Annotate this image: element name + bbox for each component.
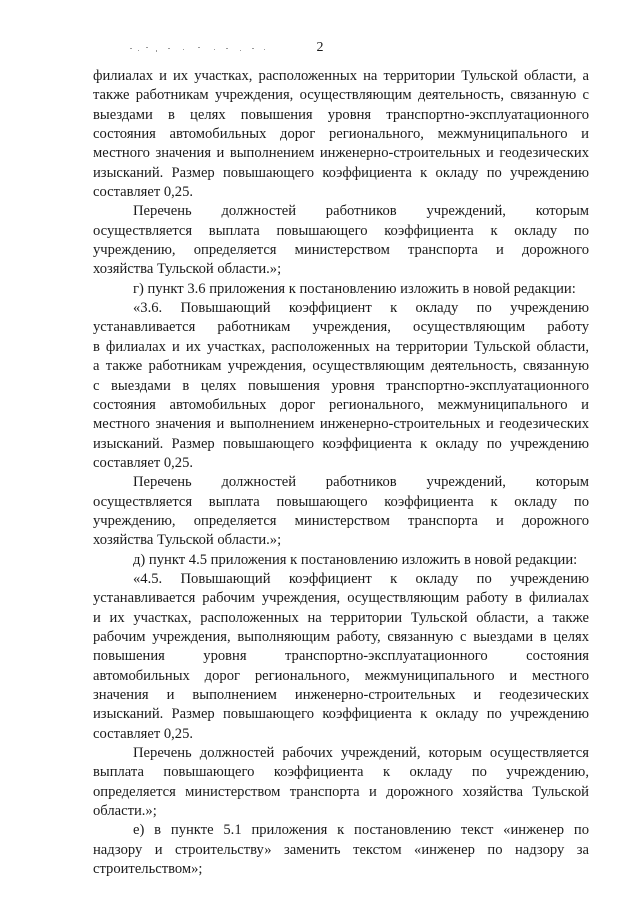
text-line: значения и выполнением инженерно-строительных и геодезических xyxy=(93,687,589,703)
text-line: устанавливается рабочим учреждения, осуществляющим работу в филиалах xyxy=(93,590,589,607)
text-line: хозяйства Тульской области.»; xyxy=(93,261,282,278)
text-line: рабочим учреждения, выполняющим работу, связанную с выездами в целях xyxy=(93,628,589,645)
text-line: д) пункт 4.5 приложения к постановлению изложить в новой редакции: xyxy=(133,551,578,568)
text-line: составляет 0,25. xyxy=(93,725,194,742)
text-line: хозяйства Тульской области.»; xyxy=(93,532,282,549)
text-line: определяется министерством транспорта и дорожного хозяйства Тульской xyxy=(93,783,589,800)
text-line: устанавливается работникам учреждения, осуществляющим работу xyxy=(93,319,589,336)
text-line: г) пункт 3.6 приложения к постановлению изложить в новой редакции: xyxy=(133,280,576,297)
text-line: автомобильных дорог регионального, межмуниципального и местного xyxy=(93,667,589,684)
text-line: области.»; xyxy=(93,803,157,820)
text-line: Перечень должностей рабочих учреждений, которым осуществляется xyxy=(133,745,589,762)
text-line: осуществляется выплата повышающего коэффициента к окладу по xyxy=(93,222,589,239)
text-line: Перечень должностей работников учреждений, которым xyxy=(133,474,589,491)
text-line: выплата повышающего коэффициента к окладу по учреждению, xyxy=(93,764,589,781)
text-line: надзору и строительству» заменить текстом «инженер по надзору за xyxy=(93,841,589,858)
text-line: а также работникам учреждения, осуществляющим деятельность, связанную xyxy=(93,358,589,375)
text-line: состояния автомобильных дорог регионального, межмуниципального и xyxy=(93,126,589,143)
text-line: состояния автомобильных дорог регионального, межмуниципального и xyxy=(93,396,589,413)
text-line: повышения уровня транспортно-эксплуатационного состояния xyxy=(93,648,589,665)
text-line: местного значения и выполнением инженерно-строительных и геодезических xyxy=(93,416,589,433)
text-line: выездами в целях повышения уровня транспортно-эксплуатационного xyxy=(93,106,589,123)
text-line: «3.6. Повышающий коэффициент к окладу по учреждению xyxy=(133,300,589,317)
text-line: учреждению, определяется министерством транспорта и дорожного xyxy=(93,512,589,529)
text-line: изысканий. Размер повышающего коэффициента к окладу по учреждению xyxy=(93,706,589,723)
text-line: изысканий. Размер повышающего коэффициента к окладу по учреждению xyxy=(93,164,589,181)
document-body xyxy=(93,67,589,879)
text-line: учреждению, определяется министерством транспорта и дорожного xyxy=(93,242,589,259)
text-line: е) в пункте 5.1 приложения к постановлению текст «инженер по xyxy=(133,822,589,839)
text-line: также работникам учреждения, осуществляющим деятельность, связанную с xyxy=(93,87,589,104)
text-line: Перечень должностей работников учреждений, которым xyxy=(133,203,589,220)
text-line: в филиалах и их участках, расположенных на территории Тульской области, xyxy=(93,338,589,355)
text-line: изысканий. Размер повышающего коэффициента к окладу по учреждению xyxy=(93,435,589,452)
text-line: «4.5. Повышающий коэффициент к окладу по учреждению xyxy=(133,570,589,587)
text-line: строительством»; xyxy=(93,861,203,878)
text-line: местного значения и выполнением инженерно-строительных и геодезических xyxy=(93,145,589,162)
text-line: составляет 0,25. xyxy=(93,454,194,471)
text-line: составляет 0,25. xyxy=(93,184,194,201)
text-line: и их участках, расположенных на территории Тульской области, а также xyxy=(93,609,589,626)
text-line: с выездами в целях повышения уровня транспортно-эксплуатационного xyxy=(93,377,589,394)
text-line: осуществляется выплата повышающего коэффициента к окладу по xyxy=(93,493,589,510)
text-line: филиалах и их участках, расположенных на территории Тульской области, а xyxy=(93,68,589,84)
page-number: 2 xyxy=(316,40,324,55)
